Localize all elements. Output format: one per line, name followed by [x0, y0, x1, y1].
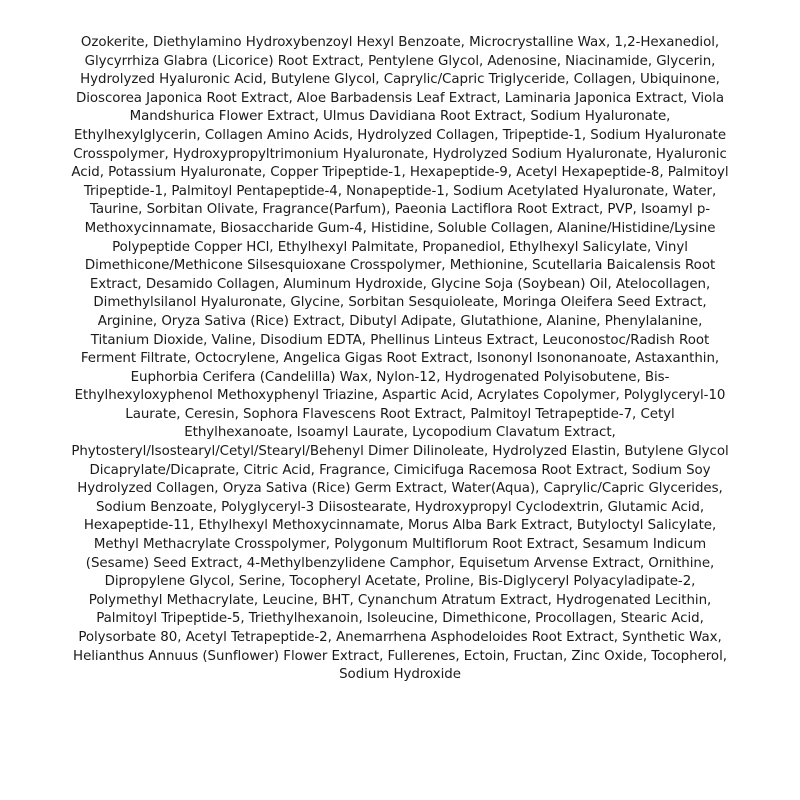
ingredients-list: Ozokerite, Diethylamino Hydroxybenzoyl Hexyl Benzoate, Microcrystalline Wax, 1,2-Hexanediol, Glycyrrhiza Glabra (Licorice) Root Extract, Pentylene Glycol, Adenosine, Niacinamide, Glycerin, Hydrolyzed Hyaluronic Acid, Butylene Glycol, Caprylic/Capric Triglyceride, Collagen, Ubiquinone, Dioscorea Japonica Root Extract, Aloe Barbadensis Leaf Extract, Laminaria Japonica Extract, Viola Mandshurica Flower Extract, Ulmus Davidiana Root Extract, Sodium Hyaluronate, Ethylhexylglycerin, Collagen Amino Acids, Hydrolyzed Collagen, Tripeptide-1, Sodium Hyaluronate Crosspolymer, Hydroxypropyltrimonium Hyaluronate, Hydrolyzed Sodium Hyaluronate, Hyaluronic Acid, Potassium Hyaluronate, Copper Tripeptide-1, Hexapeptide-9, Acetyl Hexapeptide-8, Palmitoyl Tripeptide-1, Palmitoyl Pentapeptide-4, Nonapeptide-1, Sodium Acetylated Hyaluronate, Water, Taurine, Sorbitan Olivate, Fragrance(Parfum), Paeonia Lactiflora Root Extract, PVP, Isoamyl p-Methoxycinnamate, Biosaccharide Gum-4, Histidine, Soluble Collagen, Alanine/Histidine/Lysine Polypeptide Copper HCl, Ethylhexyl Palmitate, Propanediol, Ethylhexyl Salicylate, Vinyl Dimethicone/Methicone Silsesquioxane Crosspolymer, Methionine, Scutellaria Baicalensis Root Extract, Desamido Collagen, Aluminum Hydroxide, Glycine Soja (Soybean) Oil, Atelocollagen, Dimethylsilanol Hyaluronate, Glycine, Sorbitan Sesquioleate, Moringa Oleifera Seed Extract, Arginine, Oryza Sativa (Rice) Extract, Dibutyl Adipate, Glutathione, Alanine, Phenylalanine, Titanium Dioxide, Valine, Disodium EDTA, Phellinus Linteus Extract, Leuconostoc/Radish Root Ferment Filtrate, Octocrylene, Angelica Gigas Root Extract, Isononyl Isononanoate, Astaxanthin, Euphorbia Cerifera (Candelilla) Wax, Nylon-12, Hydrogenated Polyisobutene, Bis-Ethylhexyloxyphenol Methoxyphenyl Triazine, Aspartic Acid, Acrylates Copolymer, Polyglyceryl-10 Laurate, Ceresin, Sophora Flavescens Root Extract, Palmitoyl Tetrapeptide-7, Cetyl Ethylhexanoate, Isoamyl Laurate, Lycopodium Clavatum Extract, Phytosteryl/Isostearyl/Cetyl/Stearyl/Behenyl Dimer Dilinoleate, Hydrolyzed Elastin, Butylene Glycol Dicaprylate/Dicaprate, Citric Acid, Fragrance, Cimicifuga Racemosa Root Extract, Sodium Soy Hydrolyzed Collagen, Oryza Sativa (Rice) Germ Extract, Water(Aqua), Caprylic/Capric Glycerides, Sodium Benzoate, Polyglyceryl-3 Diisostearate, Hydroxypropyl Cyclodextrin, Glutamic Acid, Hexapeptide-11, Ethylhexyl Methoxycinnamate, Morus Alba Bark Extract, Butyloctyl Salicylate, Methyl Methacrylate Crosspolymer, Polygonum Multiflorum Root Extract, Sesamum Indicum (Sesame) Seed Extract, 4-Methylbenzylidene Camphor, Equisetum Arvense Extract, Ornithine, Dipropylene Glycol, Serine, Tocopheryl Acetate, Proline, Bis-Diglyceryl Polyacyladipate-2, Polymethyl Methacrylate, Leucine, BHT, Cynanchum Atratum Extract, Hydrogenated Lecithin, Palmitoyl Tripeptide-5, Triethylhexanoin, Isoleucine, Dimethicone, Procollagen, Stearic Acid, Polysorbate 80, Acetyl Tetrapeptide-2, Anemarrhena Asphodeloides Root Extract, Synthetic Wax, Helianthus Annuus (Sunflower) Flower Extract, Fullerenes, Ectoin, Fructan, Zinc Oxide, Tocopherol, Sodium Hydroxide [71, 35, 729, 683]
